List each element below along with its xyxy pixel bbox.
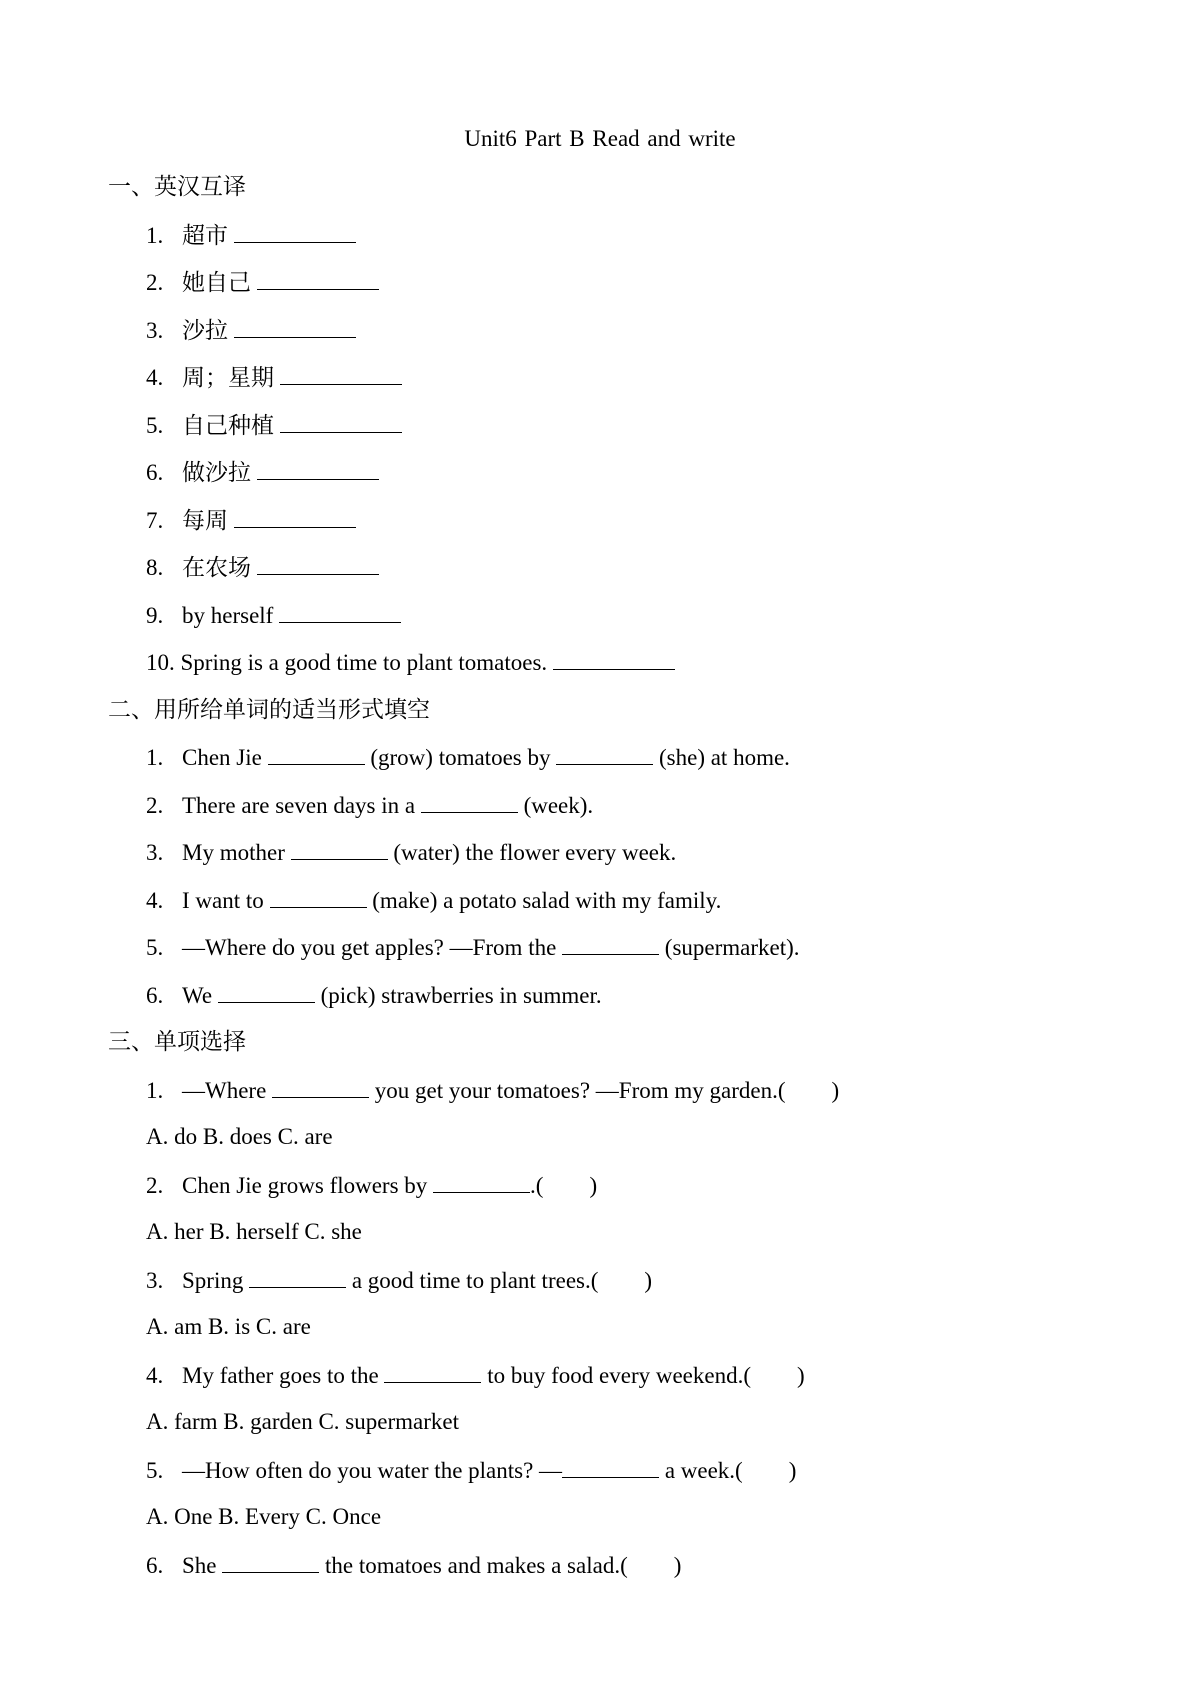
item-text-part: (she) at home. (659, 745, 790, 770)
item-number: 9. (146, 603, 164, 628)
choice-options: A. am B. is C. are (146, 1314, 311, 1339)
fill-in-item (146, 980, 602, 1011)
item-text-part: I want to (182, 888, 264, 913)
answer-blank[interactable] (556, 742, 653, 765)
item-text-part: —Where do you get apples? —From the (182, 935, 557, 960)
item-text: 每周 (182, 508, 228, 533)
item-text-part: to buy food every weekend.( ) (487, 1363, 805, 1388)
answer-blank[interactable] (234, 505, 356, 528)
choice-question (146, 1170, 597, 1201)
item-text-part: a week.( ) (664, 1458, 797, 1483)
item-number: 7. (146, 508, 164, 533)
item-text-part: —How often do you water the plants? — (182, 1458, 563, 1483)
translation-item (146, 220, 356, 251)
item-text: by herself (182, 603, 274, 628)
translation-item (146, 362, 402, 393)
item-text-part: (grow) tomatoes by (370, 745, 551, 770)
choice-options: A. farm B. garden C. supermarket (146, 1409, 459, 1434)
item-text-part: My mother (182, 840, 285, 865)
item-text-part: (week). (523, 793, 594, 818)
answer-blank[interactable] (218, 980, 315, 1003)
translation-item (146, 647, 675, 678)
choice-question (146, 1265, 652, 1296)
choice-question (146, 1455, 796, 1486)
fill-in-item (146, 885, 721, 916)
section-heading-multiple-choice: 三、单项选择 (108, 1029, 246, 1054)
item-text: 做沙拉 (182, 460, 251, 485)
answer-blank[interactable] (433, 1170, 530, 1193)
translation-item (146, 505, 356, 536)
item-number: 5. (146, 1458, 164, 1483)
item-text: 她自己 (182, 270, 251, 295)
section-heading-translation: 一、英汉互译 (108, 174, 246, 199)
answer-blank[interactable] (421, 790, 518, 813)
item-text-part: She (182, 1553, 217, 1578)
item-text: 在农场 (182, 555, 251, 580)
item-text-part: Chen Jie (182, 745, 262, 770)
answer-blank[interactable] (280, 410, 402, 433)
section-heading-fill-in: 二、用所给单词的适当形式填空 (108, 697, 430, 722)
item-number: 2. (146, 270, 164, 295)
translation-item (146, 552, 379, 583)
item-text-part: There are seven days in a (182, 793, 416, 818)
answer-blank[interactable] (291, 837, 388, 860)
item-number: 4. (146, 1363, 164, 1388)
fill-in-item (146, 790, 593, 821)
translation-item (146, 600, 401, 631)
item-number: 3. (146, 318, 164, 343)
item-number: 2. (146, 793, 164, 818)
answer-blank[interactable] (272, 1075, 369, 1098)
item-number: 3. (146, 1268, 164, 1293)
item-number: 6. (146, 460, 164, 485)
item-number: 6. (146, 1553, 164, 1578)
item-text-part: Spring (182, 1268, 244, 1293)
choice-question (146, 1550, 681, 1581)
item-number: 8. (146, 555, 164, 580)
item-number: 1. (146, 745, 164, 770)
translation-item (146, 457, 379, 488)
translation-item (146, 315, 356, 346)
item-number: 4. (146, 365, 164, 390)
item-text-part: We (182, 983, 213, 1008)
answer-blank[interactable] (270, 885, 367, 908)
fill-in-item (146, 742, 790, 773)
answer-blank[interactable] (268, 742, 365, 765)
item-text-part: Chen Jie grows flowers by (182, 1173, 428, 1198)
choice-question (146, 1075, 839, 1106)
choice-options: A. her B. herself C. she (146, 1219, 362, 1244)
item-text-part: (water) the flower every week. (393, 840, 677, 865)
item-text-part: —Where (182, 1078, 267, 1103)
translation-item (146, 410, 402, 441)
item-text-part: .( ) (530, 1173, 598, 1198)
item-number: 4. (146, 888, 164, 913)
choice-options: A. do B. does C. are (146, 1124, 333, 1149)
item-text-part: (pick) strawberries in summer. (320, 983, 602, 1008)
answer-blank[interactable] (384, 1360, 481, 1383)
item-text-part: My father goes to the (182, 1363, 379, 1388)
item-number: 6. (146, 983, 164, 1008)
item-number: 2. (146, 1173, 164, 1198)
fill-in-item (146, 932, 800, 963)
item-text-part: (supermarket). (664, 935, 800, 960)
answer-blank[interactable] (234, 220, 356, 243)
answer-blank[interactable] (249, 1265, 346, 1288)
translation-item (146, 267, 379, 298)
item-number: 3. (146, 840, 164, 865)
item-text-part: a good time to plant trees.( ) (351, 1268, 653, 1293)
item-text: 沙拉 (182, 318, 228, 343)
item-number: 5. (146, 413, 164, 438)
item-number: 10. (146, 650, 175, 675)
item-text-part: the tomatoes and makes a salad.( ) (325, 1553, 682, 1578)
item-text: 超市 (182, 223, 228, 248)
answer-blank[interactable] (280, 362, 402, 385)
answer-blank[interactable] (257, 267, 379, 290)
answer-blank[interactable] (257, 457, 379, 480)
answer-blank[interactable] (562, 932, 659, 955)
page-title: Unit6 Part B Read and write (464, 126, 736, 151)
item-text: 周；星期 (182, 365, 274, 390)
item-text: 自己种植 (182, 413, 274, 438)
answer-blank[interactable] (279, 600, 401, 623)
item-number: 5. (146, 935, 164, 960)
answer-blank[interactable] (257, 552, 379, 575)
choice-question (146, 1360, 805, 1391)
fill-in-item (146, 837, 676, 868)
answer-blank[interactable] (222, 1550, 319, 1573)
item-text-part: (make) a potato salad with my family. (372, 888, 722, 913)
item-text-part: you get your tomatoes? —From my garden.( ) (374, 1078, 840, 1103)
answer-blank[interactable] (562, 1455, 659, 1478)
answer-blank[interactable] (553, 647, 675, 670)
item-text: Spring is a good time to plant tomatoes. (180, 650, 548, 675)
choice-options: A. One B. Every C. Once (146, 1504, 382, 1529)
item-number: 1. (146, 1078, 164, 1103)
item-number: 1. (146, 223, 164, 248)
answer-blank[interactable] (234, 315, 356, 338)
